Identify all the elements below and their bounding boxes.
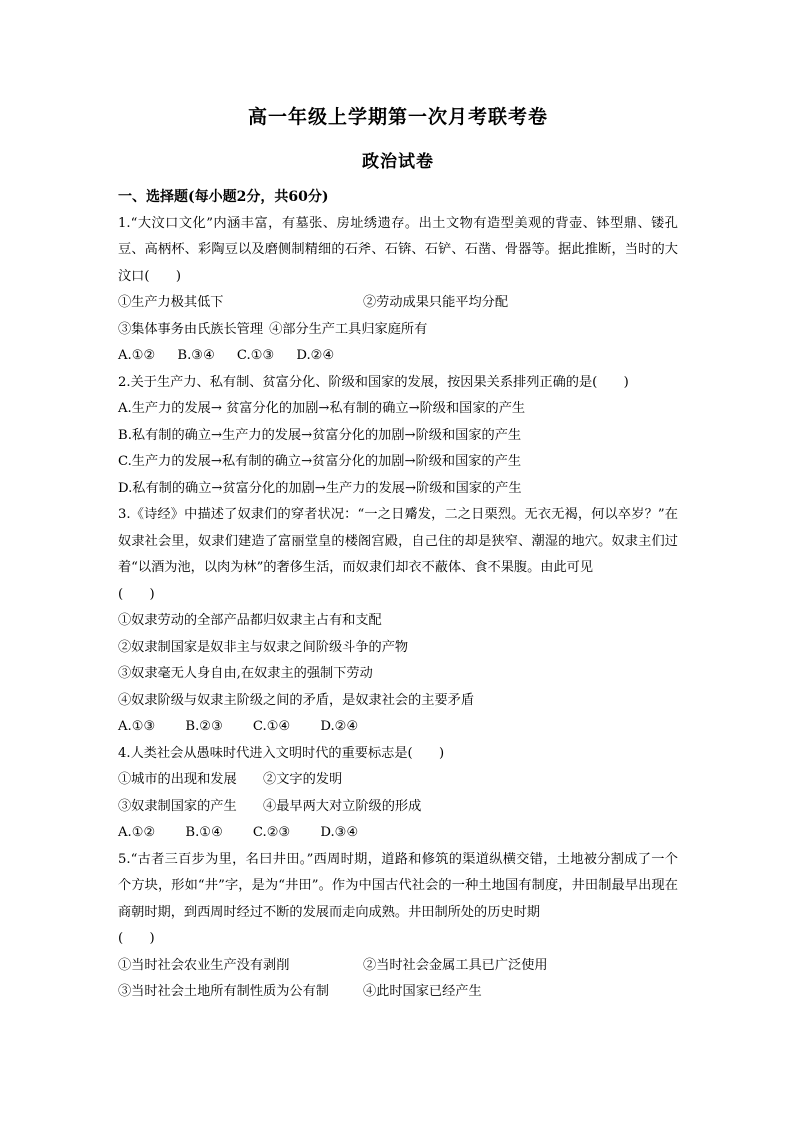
option: ②当时社会金属工具已广泛使用 xyxy=(363,957,548,973)
question-stem: 5.“古者三百步为里，名曰井田。”西周时期，道路和修筑的渠道纵横交错，土地被分割成了一个个方块，形如“井”字，是为“井田”。作为中国古代社会的一种土地国有制度，井田制最早出现在商朝时期，到西周时经过不断的发展而走向成熟。井田制所处的历史时期 xyxy=(118,851,678,920)
option: ③集体事务由氏族长管理 xyxy=(118,321,264,337)
option: ①当时社会农业生产没有剥削 xyxy=(118,957,290,973)
question-2 xyxy=(118,370,678,503)
option: ③当时社会土地所有制性质为公有制 xyxy=(118,984,329,999)
option-row xyxy=(118,953,678,980)
answer-choice-d: D.②④ xyxy=(296,348,335,363)
option-row xyxy=(118,290,678,317)
answer-choices xyxy=(118,820,678,847)
answer-paren: ( ) xyxy=(118,931,155,946)
question-4 xyxy=(118,741,678,847)
exam-subtitle: 政治试卷 xyxy=(362,152,434,172)
question-stem: 4.人类社会从愚味时代进入文明时代的重要标志是( ) xyxy=(118,745,445,761)
answer-choice-c: C.②③ xyxy=(252,825,291,840)
section-heading: 一、选择题(每小题2分，共60分) xyxy=(118,189,329,205)
question-1 xyxy=(118,211,678,370)
answer-paren: ( ) xyxy=(118,586,155,602)
option: D.私有制的确立→贫富分化的加剧→生产力的发展→阶级和国家的产生 xyxy=(118,480,522,496)
answer-choice-c: C.①③ xyxy=(236,348,275,363)
option: ①奴隶劳动的全部产品都归奴隶主占有和支配 xyxy=(118,613,382,628)
answer-choice-b: B.②③ xyxy=(185,719,223,734)
option: ③奴隶毫无人身自由,在奴隶主的强制下劳动 xyxy=(118,666,373,681)
question-3 xyxy=(118,502,678,741)
question-stem: 3.《诗经》中描述了奴隶们的穿者状况：“一之日觱发，二之日栗烈。无衣无褐，何以卒岁？”在奴隶社会里，奴隶们建造了富丽堂皇的楼阁宫殿，自己住的却是狭窄、潮湿的地穴。奴隶主们过着“以酒为池，以肉为林”的奢侈生活，而奴隶们却衣不蔽体、食不果腹。由此可见 xyxy=(118,507,678,575)
question-stem: 1.“大汶口文化”内涵丰富，有墓张、房址绣遗存。出土文物有造型美观的背壶、钵型鼎、镂孔豆、高柄杯、彩陶豆以及磨侧制精细的石斧、石锛、石铲、石凿、骨器等。据此推断，当时的大汶口( ) xyxy=(118,215,678,284)
answer-choice-c: C.①④ xyxy=(252,719,291,734)
answer-choice-d: D.②④ xyxy=(320,719,359,734)
option: ④部分生产工具归家庭所有 xyxy=(269,321,428,337)
option-row xyxy=(118,317,678,344)
option: ②奴隶制国家是奴非主与奴隶之间阶级斗争的产物 xyxy=(118,639,409,655)
answer-choices xyxy=(118,343,678,370)
option: ④奴隶阶级与奴隶主阶级之间的矛盾，是奴隶社会的主要矛盾 xyxy=(118,692,475,708)
option: ②劳动成果只能平均分配 xyxy=(363,295,509,310)
answer-choice-b: B.①④ xyxy=(185,825,223,840)
answer-choice-a: A.①② xyxy=(118,825,156,840)
answer-choice-a: A.①③ xyxy=(118,719,156,734)
option-row xyxy=(118,979,678,1006)
option: A.生产力的发展→ 贫富分化的加剧→私有制的确立→阶级和国家的产生 xyxy=(118,401,526,416)
exam-page xyxy=(118,104,678,1006)
answer-choice-b: B.③④ xyxy=(177,348,215,363)
question-stem: 2.关于生产力、私有制、贫富分化、阶级和国家的发展，按因果关系排列正确的是( ) xyxy=(118,374,629,390)
exam-title: 高一年级上学期第一次月考联考卷 xyxy=(247,106,548,128)
option: C.生产力的发展→私有制的确立→贫富分化的加剧→阶级和国家的产生 xyxy=(118,454,522,469)
option: B.私有制的确立→生产力的发展→贫富分化的加剧→阶级和国家的产生 xyxy=(118,427,522,443)
answer-choice-d: D.③④ xyxy=(320,825,359,840)
question-5 xyxy=(118,847,678,1006)
answer-choice-a: A.①② xyxy=(118,348,156,363)
answer-choices xyxy=(118,714,678,741)
option: ④此时国家已经产生 xyxy=(363,984,482,999)
option: ①城市的出现和发展 ②文字的发明 xyxy=(118,772,343,787)
option: ①生产力极其低下 xyxy=(118,295,224,310)
option: ③奴隶制国家的产生 ④最早两大对立阶级的形成 xyxy=(118,798,422,814)
